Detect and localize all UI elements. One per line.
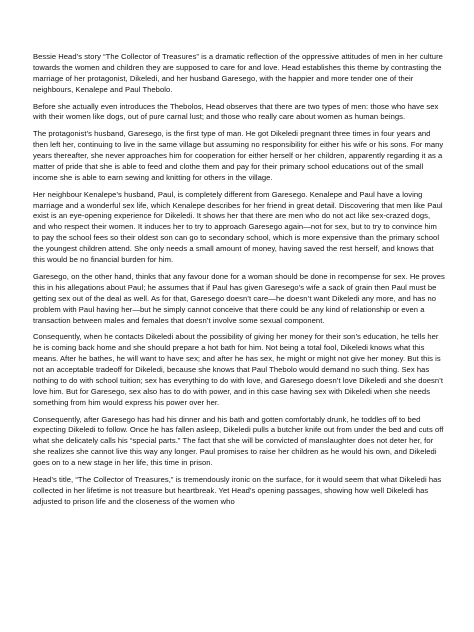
paragraph-7: Consequently, after Garesego has had his dinner and his bath and gotten comfortably drunk, he toddles off to bed expecting Dikeledi to follow. Once he has fallen asleep, Dikeledi pulls a butcher knife out from under the bed and cuts off what she delicately calls his “special parts.” The fact that she will be convicted of manslaughter does not deter her, for she realizes she cannot live this way any longer. Paul promises to raise her children as he would his own, and Dikeledi goes on to a new stage in her life, this time in prison.	[33, 414, 444, 468]
paragraph-4: Her neighbour Kenalepe’s husband, Paul, is completely different from Garesego. Kenalepe and Paul have a loving marriage and a wonderful sex life, which Kenalepe describes for her friend in great detail. Discovering that men like Paul exist is an eye-opening experience for Dikeledi. It shows her that there are men who do not act like sex-crazed dogs, and who respect their women. It induces her to try to approach Garesego again—not for sex, but to try to convince him to pay the school fees so their oldest son can go to secondary school, which is more expensive than the primary school the youngest children attend. She only needs a small amount of money, having saved the rest herself, and knows that this would be no financial burden for him.	[33, 189, 443, 265]
paragraph-3: The protagonist’s husband, Garesego, is the first type of man. He got Dikeledi pregnant three times in four years and then left her, continuing to live in the same village but assuming no responsibility for either his wife or his sons. For many years thereafter, she never approaches him for cooperation for either herself or her children, apparently regarding it as a matter of pride that she is able to feed and clothe them and pay for their primary school educations out of the small income she is able to earn sewing and knitting for others in the village.	[33, 129, 444, 182]
paragraph-2: Before she actually even introduces the Thebolos, Head observes that there are two types of men: those who have sex with their women like dogs, out of pure carnal lust; and those who really care about women as human beings.	[33, 101, 439, 122]
paragraph-6: Consequently, when he contacts Dikeledi about the possibility of giving her money for their son’s education, he tells her he is coming back home and she should prepare a hot bath for him. Not being a total fool, Dikeledi knows what this means. After he bathes, he will want to have sex; and after he has sex, he might or might not give her money. But this is not an acceptable tradeoff for Dikeledi, because she knows that Paul Thebolo would demand no such thing. Sex has nothing to do with school tuition; sex has everything to do with love, and Garesego doesn’t love Dikeledi and she doesn’t love him. But for Garesego, sex also has to do with power, and in this case having sex with Dikeledi when she needs something from him would express his power over her.	[33, 332, 444, 407]
essay-page	[33, 52, 445, 508]
paragraph-8: Head’s title, “The Collector of Treasures,” is tremendously ironic on the surface, for it would seem that what Dikeledi has collected in her lifetime is not treasure but heartbreak. Yet Head’s opening passages, showing how well Dikeledi has adjusted to prison life and the closeness of the women who	[33, 474, 442, 506]
paragraph-1: Bessie Head’s story “The Collector of Treasures” is a dramatic reflection of the oppressive attitudes of men in her culture towards the women and children they are supposed to care for and love. Head establishes this theme by contrasting the marriage of her protagonist, Dikeledi, and her husband Garesego, with the happier and more tender one of their neighbours, Kenalepe and Paul Thebolo.	[33, 52, 443, 94]
paragraph-5: Garesego, on the other hand, thinks that any favour done for a woman should be done in recompense for sex. He proves this in his allegations about Paul; he assumes that if Paul has given Garesego’s wife a sack of grain then Paul must be getting sex out of the deal as well. As for that, Garesego doesn’t care—he doesn’t want Dikeledi any more, and has no problem with Paul having her—but he simply cannot conceive that there could be any kind of relationship or even a transaction between males and females that doesn’t involve some sexual component.	[33, 271, 445, 325]
